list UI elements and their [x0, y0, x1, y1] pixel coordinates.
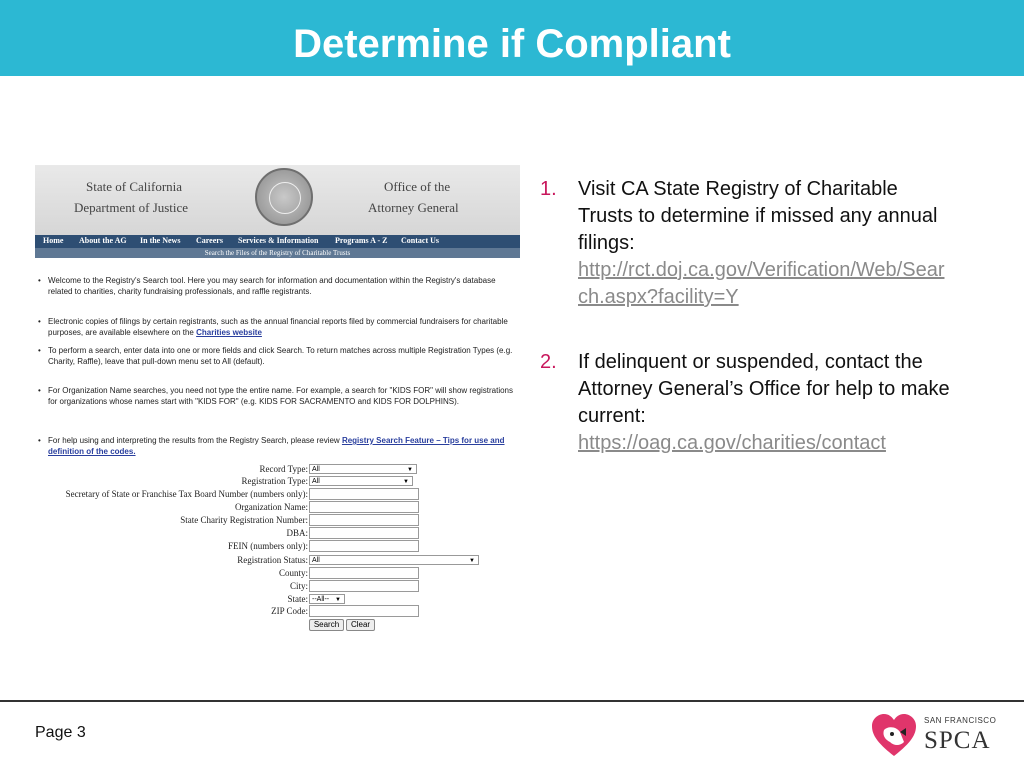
- step-1-number: 1.: [540, 178, 557, 200]
- heart-dog-icon: [870, 712, 918, 760]
- registry-tips-link[interactable]: Registry Search Feature – Tips for use and definition of the codes.: [48, 436, 505, 456]
- registration-status-label: Registration Status:: [237, 555, 308, 565]
- sf-spca-logo: [870, 712, 1000, 762]
- nav-news[interactable]: In the News: [140, 236, 181, 245]
- state-label: State:: [287, 594, 308, 604]
- sos-number-label: Secretary of State or Franchise Tax Board Number (numbers only):: [65, 489, 308, 499]
- dropdown-arrow-icon: ▼: [469, 558, 475, 564]
- step-2: [540, 349, 950, 457]
- org-name-label: Organization Name:: [234, 502, 308, 512]
- fein-input[interactable]: [309, 540, 419, 552]
- state-select[interactable]: [309, 594, 345, 604]
- bullet-help-text: For help using and interpreting the results from the Registry Search, please review: [48, 436, 340, 445]
- registration-type-label: Registration Type:: [241, 476, 308, 486]
- bullet-electronic: [48, 316, 518, 338]
- logo-small-text: SAN FRANCISCO: [924, 716, 997, 725]
- slide-title: Determine if Compliant: [293, 22, 731, 66]
- step-2-text: If delinquent or suspended, contact the Attorney General’s Office for help to make current:: [578, 351, 950, 427]
- bullet-search-howto: • To perform a search, enter data into one or more fields and click Search. To return matches across multiple Registration Types (e.g. Charity, Raffle), leave that pull-down menu set to All (default).: [48, 345, 518, 367]
- nav-careers[interactable]: Careers: [196, 236, 223, 245]
- site-header: [35, 165, 520, 235]
- registration-status-select[interactable]: [309, 555, 479, 565]
- nav-contact[interactable]: Contact Us: [401, 236, 439, 245]
- dropdown-arrow-icon: ▼: [407, 467, 413, 473]
- logo-big-text: SPCA: [924, 727, 991, 754]
- nav-home[interactable]: Home: [43, 236, 64, 245]
- dropdown-arrow-icon: ▼: [403, 479, 409, 485]
- clear-button[interactable]: Clear: [346, 619, 375, 631]
- dropdown-arrow-icon: ▼: [335, 597, 341, 603]
- dba-input[interactable]: [309, 527, 419, 539]
- zip-input[interactable]: [309, 605, 419, 617]
- step-1: [540, 176, 950, 311]
- city-input[interactable]: [309, 580, 419, 592]
- county-input[interactable]: [309, 567, 419, 579]
- dba-label: DBA:: [286, 528, 308, 538]
- bullet-orgname: • For Organization Name searches, you need not type the entire name. For example, a search for "KIDS FOR" will show registrations for organizations whose names start with "KIDS FOR" (e.g. KIDS FOR SACRAMENTO and KIDS FOR DOLPHINS).: [48, 385, 518, 407]
- charity-reg-input[interactable]: [309, 514, 419, 526]
- county-label: County:: [278, 568, 308, 578]
- site-nav: [35, 235, 520, 248]
- fein-label: FEIN (numbers only):: [228, 541, 308, 551]
- record-type-value: All: [312, 466, 320, 473]
- zip-label: ZIP Code:: [271, 606, 308, 616]
- registry-screenshot: [35, 165, 520, 640]
- sos-number-input[interactable]: [309, 488, 419, 500]
- header-office: Office of the: [384, 179, 451, 194]
- state-seal-icon: [255, 168, 313, 226]
- nav-programs[interactable]: Programs A - Z: [335, 236, 388, 245]
- page-number: Page 3: [35, 724, 86, 741]
- contact-url-link[interactable]: https://oag.ca.gov/charities/contact: [578, 432, 886, 454]
- nav-services[interactable]: Services & Information: [238, 236, 319, 245]
- charity-reg-label: State Charity Registration Number:: [180, 515, 308, 525]
- steps-list: [540, 176, 950, 457]
- registration-status-value: All: [312, 557, 320, 564]
- footer-divider: [0, 700, 1024, 702]
- step-1-text: Visit CA State Registry of Charitable Trusts to determine if missed any annual filings:: [578, 178, 938, 254]
- record-type-label: Record Type:: [259, 464, 308, 474]
- header-state: State of California: [86, 179, 183, 194]
- registration-type-select[interactable]: [309, 476, 413, 486]
- nav-about[interactable]: About the AG: [79, 236, 127, 245]
- header-department: Department of Justice: [74, 200, 189, 215]
- charities-website-link[interactable]: Charities website: [196, 328, 262, 337]
- record-type-select[interactable]: [309, 464, 417, 474]
- search-button[interactable]: Search: [309, 619, 344, 631]
- org-name-input[interactable]: [309, 501, 419, 513]
- bullet-electronic-text: Electronic copies of filings by certain registrants, such as the annual financial reports filed by commercial fundraisers for charitable purposes, are available elsewhere on the: [48, 317, 508, 337]
- registry-url-link[interactable]: http://rct.doj.ca.gov/Verification/Web/Search.aspx?facility=Y: [578, 259, 945, 308]
- header-ag: Attorney General: [368, 200, 459, 215]
- city-label: City:: [289, 581, 308, 591]
- state-value: --All--: [312, 596, 330, 603]
- title-bar: [0, 0, 1024, 76]
- registration-type-value: All: [312, 478, 320, 485]
- bullet-help: [48, 435, 518, 457]
- site-subnav: Search the Files of the Registry of Charitable Trusts: [35, 248, 520, 258]
- bullet-welcome: • Welcome to the Registry's Search tool. Here you may search for information and documentation within the Registry's database related to charities, charity fundraising professionals, and raffle registrants.: [48, 275, 518, 297]
- step-2-number: 2.: [540, 351, 557, 373]
